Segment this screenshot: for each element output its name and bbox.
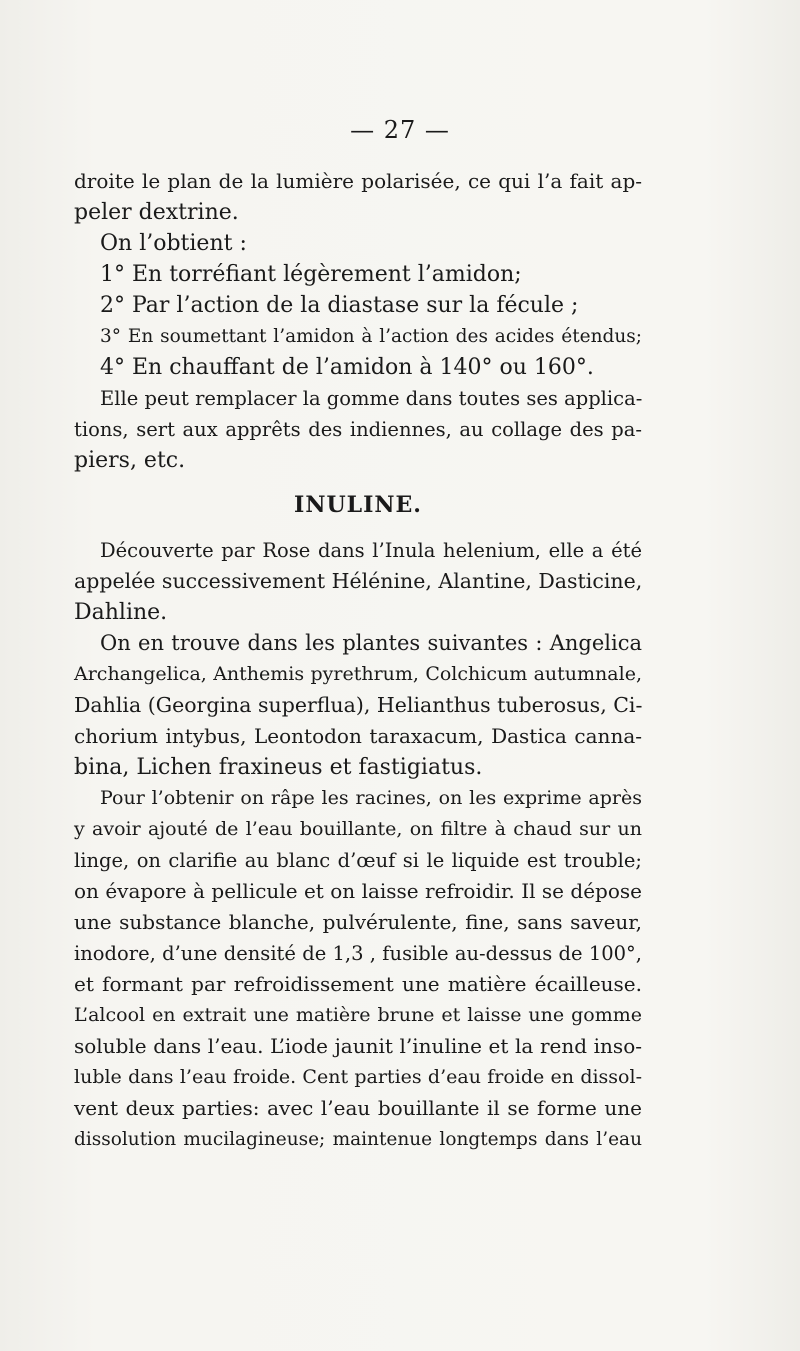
text-line: linge, on clarifie au blanc d’œuf si le liquide est trouble; xyxy=(74,849,642,872)
text-line: Dahlia (Georgina superflua), Helianthus tuberosus, Ci- xyxy=(74,693,643,717)
text-line: soluble dans l’eau. L’iode jaunit l’inuline et la rend inso- xyxy=(74,1034,642,1058)
text-line: vent deux parties: avec l’eau bouillante il se forme une xyxy=(74,1096,642,1120)
list-item: 4° En chauffant de l’amidon à 140° ou 160°. xyxy=(100,355,594,380)
text-line: Dahline. xyxy=(74,600,168,625)
list-item: 2° Par l’action de la diastase sur la fécule ; xyxy=(100,293,579,318)
text-line: inodore, d’une densité de 1,3 , fusible au-dessus de 100°, xyxy=(74,942,642,965)
page-body xyxy=(74,166,642,1155)
text-line: Elle peut remplacer la gomme dans toutes ses applica- xyxy=(100,387,643,410)
list-item: 1° En torréfiant légèrement l’amidon; xyxy=(100,262,522,287)
text-line: L’alcool en extrait une matière brune et laisse une gomme xyxy=(74,1004,642,1026)
text-line: On l’obtient : xyxy=(100,231,247,256)
text-line: piers, etc. xyxy=(74,448,186,473)
text-line: droite le plan de la lumière polarisée, ce qui l’a fait ap- xyxy=(74,169,642,193)
text-line: bina, Lichen fraxineus et fastigiatus. xyxy=(74,755,483,780)
list-item: 3° En soumettant l’amidon à l’action des acides étendus; xyxy=(100,326,642,347)
text-line: tions, sert aux apprêts des indiennes, au collage des pa- xyxy=(74,418,642,441)
text-line: Archangelica, Anthemis pyrethrum, Colchicum autumnale, xyxy=(74,663,642,685)
text-line: chorium intybus, Leontodon taraxacum, Dastica canna- xyxy=(74,724,642,748)
page-number: — 27 — xyxy=(350,116,450,144)
text-line: luble dans l’eau froide. Cent parties d’eau froide en dissol- xyxy=(74,1066,642,1088)
section-heading: INULINE. xyxy=(294,492,422,518)
text-line: y avoir ajouté de l’eau bouillante, on filtre à chaud sur un xyxy=(74,818,642,840)
text-line: appelée successivement Hélénine, Alantine, Dasticine, xyxy=(74,569,643,593)
text-line: Pour l’obtenir on râpe les racines, on les exprime après xyxy=(100,787,642,809)
text-line: Découverte par Rose dans l’Inula helenium, elle a été xyxy=(100,539,642,562)
text-line: une substance blanche, pulvérulente, fine, sans saveur, xyxy=(74,910,642,934)
text-line: On en trouve dans les plantes suivantes : Angelica xyxy=(100,631,642,655)
text-line: on évapore à pellicule et on laisse refroidir. Il se dépose xyxy=(74,879,642,903)
text-line: et formant par refroidissement une matière écailleuse. xyxy=(74,972,642,996)
text-line: peler dextrine. xyxy=(74,200,239,225)
text-line: dissolution mucilagineuse; maintenue longtemps dans l’eau xyxy=(74,1129,642,1150)
